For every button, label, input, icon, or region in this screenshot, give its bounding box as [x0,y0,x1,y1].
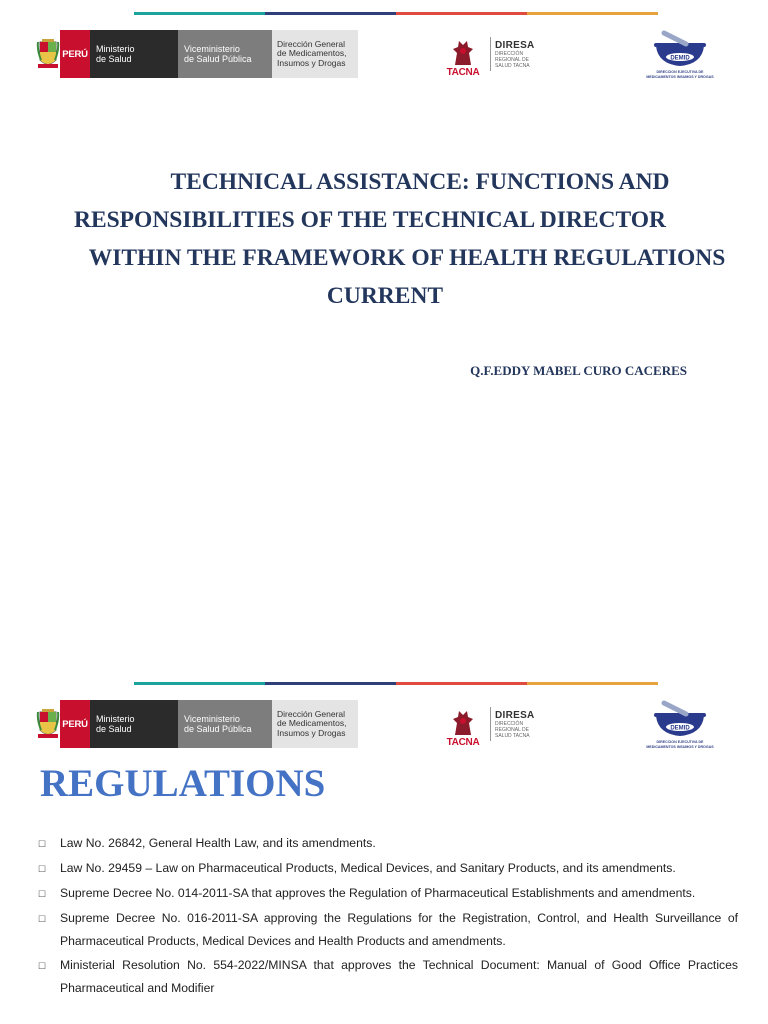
stripe-navy [265,12,396,15]
peru-badge: PERÚ [60,30,90,78]
tacna-mark: TACNA [440,700,486,748]
peru-minsa-logo [36,700,358,748]
peru-crest-icon [36,700,60,748]
peru-badge: PERÚ [60,700,90,748]
demid-logo: DEMID DIRECCION EJECUTIVA DE MEDICAMENTOS INSUMOS Y DROGAS [640,30,720,82]
mortar-pestle-icon [650,700,710,740]
square-bullet-icon: ☐ [38,889,47,899]
ministerio-label: Ministerio de Salud [90,30,178,78]
list-item: ☐ Supreme Decree No. 014-2011-SA that approves the Regulation of Pharmaceutical Establishments and amendments. [38,882,738,906]
stripe-orange [527,12,658,15]
stripe-navy [265,682,396,685]
regulations-heading: REGULATIONS [40,762,326,805]
mortar-pestle-icon [650,30,710,70]
title-line: TECHNICAL ASSISTANCE: FUNCTIONS AND [170,169,670,195]
diresa-tacna-logo: TACNA DIRESA DIRECCIÓN REGIONAL DE SALUD TACNA [440,700,535,748]
svg-text:DEMID: DEMID [670,55,690,62]
stripe-teal [134,682,265,685]
square-bullet-icon: ☐ [38,864,47,874]
tacna-mark: TACNA [440,30,486,78]
title-line: CURRENT [326,283,444,309]
regulations-list [38,832,738,1001]
title-line: RESPONSIBILITIES OF THE TECHNICAL DIRECTOR [73,207,667,233]
list-item: ☐ Supreme Decree No. 016-2011-SA approving the Regulations for the Registration, Control, and Health Surveillance of Pharmaceutical Products, Medical Devices and Health Products and amendments. [38,907,738,953]
viceministerio-label: Viceministerio de Salud Pública [178,700,272,748]
demid-logo: DEMID DIRECCION EJECUTIVA DE MEDICAMENTOS INSUMOS Y DROGAS [640,700,720,752]
list-item: ☐ Ministerial Resolution No. 554-2022/MINSA that approves the Technical Document: Manual of Good Office Practices Pharmaceutical and Modifier [38,954,738,1000]
peru-crest-icon [36,30,60,78]
ministerio-label: Ministerio de Salud [90,700,178,748]
color-stripe [134,682,658,685]
stripe-teal [134,12,265,15]
stripe-orange [527,682,658,685]
color-stripe [134,12,658,15]
list-item: ☐ Law No. 29459 – Law on Pharmaceutical Products, Medical Devices, and Sanitary Products, and its amendments. [38,857,738,881]
diresa-title: DIRESA [495,39,535,51]
tacna-emblem-icon [449,37,477,67]
peru-minsa-logo [36,30,358,78]
title-line: WITHIN THE FRAMEWORK OF HEALTH REGULATIONS [88,245,726,271]
slide-title [40,163,760,315]
square-bullet-icon: ☐ [38,914,47,924]
diresa-divider [490,707,491,741]
tacna-emblem-icon [449,707,477,737]
viceministerio-label: Viceministerio de Salud Pública [178,30,272,78]
diresa-tacna-logo: TACNA DIRESA DIRECCIÓN REGIONAL DE SALUD TACNA [440,30,535,78]
author-name: Q.F.EDDY MABEL CURO CACERES [470,363,687,378]
stripe-red [396,682,527,685]
slide-header [0,700,768,760]
regulations-slide [0,672,768,1024]
diresa-divider [490,37,491,71]
direccion-general-label: Dirección General de Medicamentos, Insumos y Drogas [272,30,358,78]
stripe-red [396,12,527,15]
svg-text:DEMID: DEMID [670,725,690,732]
square-bullet-icon: ☐ [38,839,47,849]
slide-header [0,30,768,90]
square-bullet-icon: ☐ [38,961,47,971]
diresa-title: DIRESA [495,709,535,721]
direccion-general-label: Dirección General de Medicamentos, Insumos y Drogas [272,700,358,748]
list-item: ☐ Law No. 26842, General Health Law, and its amendments. [38,832,738,856]
